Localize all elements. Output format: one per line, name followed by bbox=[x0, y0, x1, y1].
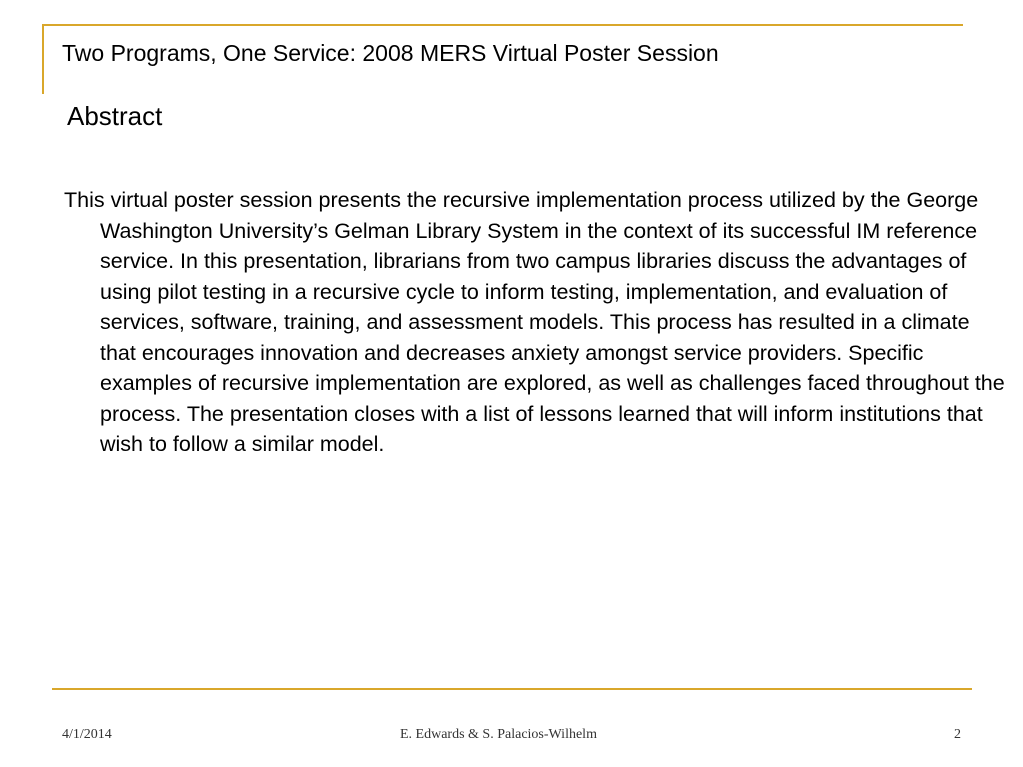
footer-date: 4/1/2014 bbox=[62, 727, 112, 742]
footer-page-number: 2 bbox=[954, 727, 961, 742]
title-accent-left-rule bbox=[42, 24, 44, 94]
slide-subtitle: Abstract bbox=[67, 101, 163, 131]
footer-divider bbox=[52, 688, 972, 690]
abstract-paragraph: This virtual poster session presents the recursive implementation process utilized by the George Washington University’s Gelman Library System in the context of its successful IM reference service. In this presentation, librarians from two campus libraries discuss the advantages of using pilot testing in a recursive cycle to inform testing, implementation, and evaluation of services, software, training, and assessment models. This process has resulted in a climate that encourages innovation and decreases anxiety amongst service providers. Specific examples of recursive implementation are explored, as well as challenges faced throughout the process. The presentation closes with a list of lessons learned that will inform institutions that wish to follow a similar model. bbox=[64, 188, 1005, 456]
slide-title: Two Programs, One Service: 2008 MERS Virtual Poster Session bbox=[62, 40, 719, 66]
footer-authors: E. Edwards & S. Palacios-Wilhelm bbox=[400, 727, 597, 742]
title-accent-top-rule bbox=[42, 24, 963, 26]
